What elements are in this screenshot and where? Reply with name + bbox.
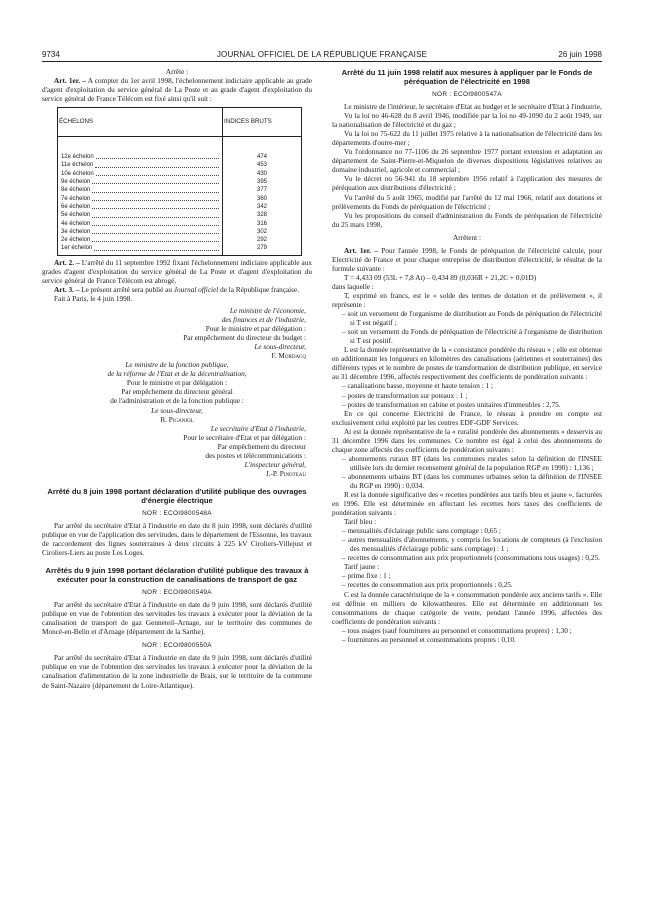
at-definition: At est la donnée représentative de la « ruralité pondérée des abonnements » desservis au 31 décembre 1996 dans les communes. Ce nombre est égal à celui des abonnements de chaque zone affectés des coefficients de pondération suivants :: [332, 427, 602, 454]
echelon-label: 2e échelon: [61, 237, 91, 244]
vu-item: Vu la loi no 75-622 du 11 juillet 1975 relative à la nationalisation de l'électricité dans les départements d'outre-mer ;: [332, 130, 602, 148]
arrete-4-title: Arrêté du 11 juin 1998 relatif aux mesures à appliquer par le Fonds de péréquation de l'électricité en 1998: [341, 68, 593, 86]
indice-cell: 430: [223, 170, 302, 178]
echelon-cell: [58, 137, 223, 162]
signature-line: Pour le secrétaire d'Etat et par délégation :: [183, 433, 306, 442]
signature-block-2: [42, 361, 312, 424]
signature-title: Le secrétaire d'Etat à l'industrie,: [210, 424, 306, 433]
indice-cell: 377: [223, 186, 302, 194]
list-item: – mensualités d'éclairage public sans comptage : 0,65 ;: [342, 527, 501, 536]
signatory-name: J.-P. Pinoteau: [265, 469, 306, 478]
t-definition: T, exprimé en francs, est le « solde des termes de dotation et de prélèvement », il représente :: [332, 291, 602, 310]
t-items: [332, 310, 602, 346]
list-item: – soit un versement du Fonds de péréquation de l'électricité à l'organisme de distribution si T est positif.: [342, 328, 602, 346]
journal-title: JOURNAL OFFICIEL DE LA RÉPUBLIQUE FRANÇAISE: [216, 50, 428, 59]
list-item: – abonnements ruraux BT (dans les communes rurales selon la définition de l'INSEE utilisée lors du dernier recensement général de la population RGP en 1990) : 1,136 ;: [342, 454, 602, 472]
arrete-4-nor: NOR : ECOI9800547A: [432, 91, 502, 98]
table-row: [58, 236, 302, 244]
echelon-cell: [58, 220, 223, 228]
table-row: [58, 203, 302, 211]
article-1-r: [332, 247, 602, 274]
indice-cell: 395: [223, 178, 302, 186]
l-definition: L est la donnée représentative de la « consistance pondérée du réseau » ; elle est obtenue en additionnant les longueurs en kilomètres des canalisations (aériennes et souterraines) des différents types et le nombre de postes de transformation de distribution publique, en service au 31 décembre 1996, affectés respectivement des coefficients de pondération suivants :: [332, 346, 602, 382]
indice-cell: 342: [223, 203, 302, 211]
echelon-cell: [58, 178, 223, 186]
indice-cell: 360: [223, 195, 302, 203]
list-item: – abonnements urbains BT (dans les communes urbaines selon la définition de l'INSEE du RGP en 1990) : 0,034.: [342, 472, 602, 490]
table-row: [58, 137, 302, 162]
echelon-cell: [58, 244, 223, 255]
list-item: – postes de transformation sur poteaux : 1 ;: [342, 391, 468, 400]
vu-item: Vu les propositions du conseil d'administration du Fonds de péréquation de l'électricité du 25 mars 1998,: [332, 211, 602, 229]
list-item: – tous usages (sauf fournitures au personnel et consommations propres) : 1,30 ;: [342, 626, 572, 635]
signature-line: Pour le ministre et par délégation :: [126, 379, 228, 388]
echelon-label: 8e échelon: [61, 187, 91, 194]
r-definition: R est la donnée significative des « recettes pondérées aux tarifs bleu et jaune », facturées en 1996. Elle est déterminée en affectant les recettes hors taxes des coefficients de pondération suivants :: [332, 491, 602, 518]
signature-title: Le ministre de la fonction publique,: [125, 361, 229, 370]
c-definition: C est la donnée caractéristique de la « consommation pondérée aux anciens tarifs ». Elle est définie en milliers de kilowattheures. Elle est déterminée en additionnant les consommations de chaque catégorie de vente, pendant l'année 1996, affectées des coefficients de pondération suivants :: [332, 590, 602, 626]
article-1-r-text: Pour l'année 1998, le Fonds de péréquation de l'électricité calcule, pour Electricité de France et pour chaque entreprise de distribution d'électricité, le résultat de la formule suivante :: [332, 246, 603, 273]
echelon-label: 5e échelon: [61, 212, 91, 219]
echelon-cell: [58, 203, 223, 211]
dans-laquelle: dans laquelle :: [332, 282, 374, 291]
table-row: [58, 161, 302, 169]
tarif-jaune-items: [332, 572, 602, 590]
echelon-label: 3e échelon: [61, 228, 91, 235]
intro-paragraph: Le ministre de l'intérieur, le secrétaire d'Etat au budget et le secrétaire d'Etat à l'industrie,: [344, 103, 602, 112]
echelon-table: [57, 107, 302, 256]
issue-date: 26 juin 1998: [558, 50, 602, 59]
left-column: [42, 68, 312, 691]
table-row: [58, 170, 302, 178]
arrete-3-nor-1: NOR : ECOI9800549A: [142, 589, 212, 597]
table-row: [58, 178, 302, 186]
list-item: – recettes de consommation aux prix proportionnels (consommations tous usages) : 0,25.: [342, 554, 600, 563]
echelon-label: 4e échelon: [61, 220, 91, 227]
echelon-label: 12e échelon: [61, 154, 94, 161]
signature-function: L'inspecteur général,: [244, 460, 306, 469]
article-1: [42, 77, 312, 104]
c-items: [332, 627, 602, 645]
signature-line: des postes et télécommunications :: [205, 451, 306, 460]
right-column: [332, 68, 602, 645]
echelon-label: 6e échelon: [61, 203, 91, 210]
l-items: [332, 382, 602, 409]
formula: T = 4,433 09 (53L + 7,8 At) – 0,434 89 (0,036R + 21,2C + 0,01D): [344, 273, 537, 282]
table-header-echelons: ÉCHELONS: [58, 108, 223, 137]
signatory-name: F. Mordacq: [271, 352, 306, 361]
list-item: – autres mensualités d'abonnements, y compris les locations de compteurs (à l'exclusion des mensualités d'éclairage public sans comptage) : 1 ;: [342, 536, 602, 554]
tarif-jaune-label: Tarif jaune :: [344, 563, 380, 572]
signature-line: Par empêchement du directeur: [217, 442, 306, 451]
arrete-2-nor: NOR : ECOI9800548A: [142, 509, 212, 517]
table-row: [58, 220, 302, 228]
echelon-label: 10e échelon: [61, 170, 94, 177]
table-row: [58, 211, 302, 219]
table-row: [58, 186, 302, 194]
list-item: – recettes de consommation aux prix proportionnels : 0,25.: [342, 581, 513, 590]
list-item: – postes de transformation en cabine et postes unitaires d'immeubles : 2,75.: [342, 400, 561, 409]
table-row: [58, 244, 302, 255]
article-1-r-label: Art. 1er. –: [344, 246, 378, 255]
list-item: – soit un versement de l'organisme de distribution au Fonds de péréquation de l'électricité si T est négatif ;: [342, 310, 602, 328]
signature-function: Le sous-directeur,: [254, 343, 306, 352]
arrete-3-title: Arrêtés du 9 juin 1998 portant déclaration d'utilité publique des travaux à exécuter pour la construction de canalisations de transport de gaz: [45, 566, 309, 585]
table-header-indices: INDICES BRUTS: [223, 108, 302, 137]
indice-cell: 328: [223, 211, 302, 219]
signature-line: Par empêchement du directeur du budget :: [183, 334, 306, 343]
table-row: [58, 195, 302, 203]
arrete-3-nor-2: NOR : ECOI9800550A: [142, 642, 212, 650]
article-1-text: A compter du 1er avril 1998, l'échelonnement indiciaire applicable au grade d'agent d'exploitation du service général de La Poste et au grade d'agent d'exploitation du service général de France Télécom est fixé ainsi qu'il suit :: [42, 77, 312, 104]
echelon-cell: [58, 211, 223, 219]
article-2-text: L'arrêté du 11 septembre 1992 fixant l'échelonnement indiciaire applicable aux grades d'agent d'exploitation du service général de La Poste et d'agent d'exploitation du service général de France Télécom est abrogé.: [42, 258, 312, 285]
arrete-3-text-2: Par arrêté du secrétaire d'Etat à l'industrie en date du 9 juin 1998, sont déclarés d'utilité publique en vue de l'obtention des servitudes les travaux à exécuter pour la déviation de la canalisation d'alimentation de la zone industrielle de Brais, sur le territoire de la commune de Saint-Nazaire (département de Loire-Atlantique).: [42, 654, 312, 690]
article-3: [42, 286, 312, 295]
vu-item: Vu l'ordonnance no 77-1106 du 26 septembre 1977 portant extension et adaptation au département de Saint-Pierre-et-Miquelon de diverses dispositions législatives relatives au domaine industriel, agricole et commercial ;: [332, 148, 602, 175]
signature-block-3: [42, 425, 312, 479]
indice-cell: 292: [223, 236, 302, 244]
page-number: 9734: [42, 50, 60, 59]
article-3-text-a: Le présent arrêté sera publié au: [81, 285, 172, 294]
article-2: [42, 259, 312, 286]
vu-item: Vu l'arrêté du 5 août 1965, modifié par l'arrêté du 12 mai 1966, relatif aux dotations et prélèvements du Fonds de péréquation de l'électricité ;: [332, 193, 602, 211]
list-item: – prime fixe : 1 ;: [342, 572, 391, 581]
echelon-label: 1er échelon: [61, 245, 93, 252]
arrete-label: Arrête :: [165, 68, 189, 76]
article-1-label: Art. 1er. –: [54, 77, 86, 86]
echelon-cell: [58, 161, 223, 169]
arrete-2-title: Arrêté du 8 juin 1998 portant déclaration d'utilité publique des ouvrages d'énergie électrique: [47, 486, 307, 505]
signature-function: Le sous-directeur,: [151, 406, 203, 415]
at-items: [332, 455, 602, 491]
signature-line: Par empêchement du directeur général: [121, 388, 233, 397]
article-2-label: Art. 2. –: [54, 258, 80, 267]
signature-title: des finances et de l'industrie,: [221, 316, 306, 325]
echelon-cell: [58, 186, 223, 194]
edf-paragraph: En ce qui concerne Electricité de France, le réseau à prendre en compte est exclusivement celui exploité par les centres EDF-GDF Services.: [332, 409, 602, 427]
arrete-2-text: Par arrêté du secrétaire d'Etat à l'industrie en date du 8 juin 1998, sont déclarés d'utilité publique en vue de l'application des servitudes, dans le département de l'Essonne, les travaux de raccordement des lignes souterraines à deux circuits à 225 kV Ciroliers-Villejust et Ciroliers-Liers au poste Les Loges.: [42, 521, 312, 558]
echelon-cell: [58, 228, 223, 236]
article-3-text-b: de la République française.: [220, 285, 300, 294]
vu-item: Vu la loi no 46-628 du 8 avril 1946, modifiée par la loi no 49-1090 du 2 août 1949, sur la nationalisation de l'électricité et du gaz ;: [332, 112, 602, 130]
indice-cell: 453: [223, 161, 302, 169]
signature-title: Le ministre de l'économie,: [229, 306, 306, 315]
echelon-cell: [58, 236, 223, 244]
header-rule: [42, 61, 602, 62]
indice-cell: 279: [223, 244, 302, 255]
echelon-label: 9e échelon: [61, 179, 91, 186]
signature-block-1: [42, 307, 312, 361]
echelon-label: 7e échelon: [61, 195, 91, 202]
tarif-bleu-items: [332, 527, 602, 563]
arrete-3-text-1: Par arrêté du secrétaire d'Etat à l'industrie en date du 9 juin 1998, sont déclarés d'utilité publique en vue de l'obtention des servitudes les travaux à exécuter pour la déviation de la canalisation de transport de gaz Genneteil–Arnage, sur le territoire des communes de Moncé-en-Belin et d'Arnage (département de la Sarthe).: [42, 601, 312, 637]
list-item: – canalisations basse, moyenne et haute tension : 1 ;: [342, 382, 494, 391]
signatory-name: R. Piganiol: [160, 415, 194, 424]
fait-line: Fait à Paris, le 4 juin 1998.: [54, 294, 133, 303]
indice-cell: 302: [223, 228, 302, 236]
echelon-cell: [58, 195, 223, 203]
article-3-label: Art. 3. –: [54, 285, 80, 294]
journal-officiel-ref: Journal officiel: [173, 285, 219, 294]
signature-line: de l'administration et de la fonction publique :: [110, 397, 244, 406]
echelon-cell: [58, 170, 223, 178]
arretent-label: Arrêtent :: [453, 233, 481, 242]
indice-cell: 316: [223, 220, 302, 228]
tarif-bleu-label: Tarif bleu :: [344, 518, 377, 527]
table-row: [58, 228, 302, 236]
indice-cell: 474: [223, 137, 302, 162]
vu-item: Vu le décret no 56-941 du 18 septembre 1956 relatif à l'application des mesures de péréquation aux distributions d'électricité ;: [332, 175, 602, 193]
signature-line: Pour le ministre et par délégation :: [205, 325, 306, 334]
list-item: – fournitures au personnel et consommations propres : 0,10.: [342, 635, 516, 644]
vu-list: [332, 112, 602, 230]
signature-title: de la réforme de l'Etat et de la décentralisation,: [107, 370, 247, 379]
echelon-label: 11e échelon: [61, 162, 94, 169]
